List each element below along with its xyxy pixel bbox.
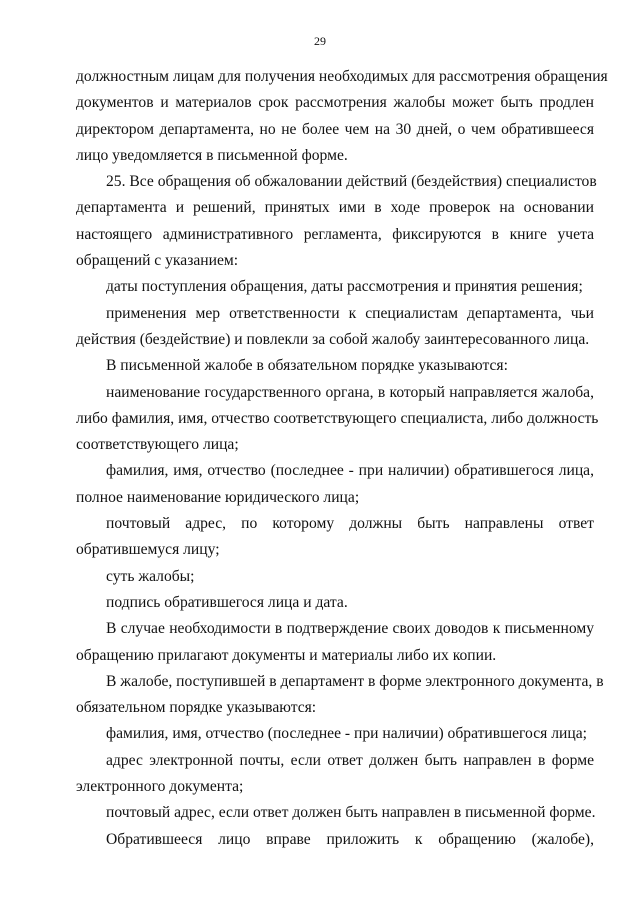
text-line: документов и материалов срок рассмотрения жалобы может быть продлен xyxy=(76,94,594,112)
text-line: лицо уведомляется в письменной форме. xyxy=(76,146,348,164)
text-line: почтовый адрес, по которому должны быть направлены ответ xyxy=(106,515,594,533)
text-line: даты поступления обращения, даты рассмотрения и принятия решения; xyxy=(106,278,583,296)
text-line: В жалобе, поступившей в департамент в форме электронного документа, в xyxy=(106,672,604,690)
text-line: обязательном порядке указываются: xyxy=(76,699,317,717)
text-line: адрес электронной почты, если ответ должен быть направлен в форме xyxy=(106,751,594,769)
text-line: 25. Все обращения об обжаловании действий (бездействия) специалистов xyxy=(106,173,597,191)
text-line: почтовый адрес, если ответ должен быть направлен в письменной форме. xyxy=(106,804,596,822)
text-line: суть жалобы; xyxy=(106,567,195,585)
text-line: подпись обратившегося лица и дата. xyxy=(106,593,348,611)
text-line: фамилия, имя, отчество (последнее - при наличии) обратившегося лица, xyxy=(106,462,594,480)
text-line: департамента и решений, принятых ими в ходе проверок на основании xyxy=(76,199,594,217)
text-line: действия (бездействие) и повлекли за собой жалобу заинтересованного лица. xyxy=(76,330,590,348)
text-line: соответствующего лица; xyxy=(76,436,239,454)
document-body xyxy=(76,64,608,853)
text-line: В случае необходимости в подтверждение своих доводов к письменному xyxy=(106,620,594,638)
text-line: либо фамилия, имя, отчество соответствующего специалиста, либо должность xyxy=(76,409,599,427)
text-line: В письменной жалобе в обязательном порядке указываются: xyxy=(106,357,508,375)
text-line: полное наименование юридического лица; xyxy=(76,488,360,506)
text-line: обратившемуся лицу; xyxy=(76,541,220,559)
text-line: применения мер ответственности к специалистам департамента, чьи xyxy=(106,304,594,322)
text-line: обращений с указанием: xyxy=(76,252,239,270)
text-line: наименование государственного органа, в который направляется жалоба, xyxy=(106,383,594,401)
text-line: электронного документа; xyxy=(76,778,244,796)
text-line: должностным лицам для получения необходимых для рассмотрения обращения xyxy=(76,68,608,85)
page-number: 29 xyxy=(314,34,326,48)
text-line: фамилия, имя, отчество (последнее - при наличии) обратившегося лица; xyxy=(106,725,587,743)
text-line: настоящего административного регламента, фиксируются в книге учета xyxy=(76,225,594,243)
text-line: директором департамента, но не более чем на 30 дней, о чем обратившееся xyxy=(76,120,594,138)
text-line: обращению прилагают документы и материалы либо их копии. xyxy=(76,646,497,664)
text-line: Обратившееся лицо вправе приложить к обращению (жалобе), xyxy=(106,830,594,848)
